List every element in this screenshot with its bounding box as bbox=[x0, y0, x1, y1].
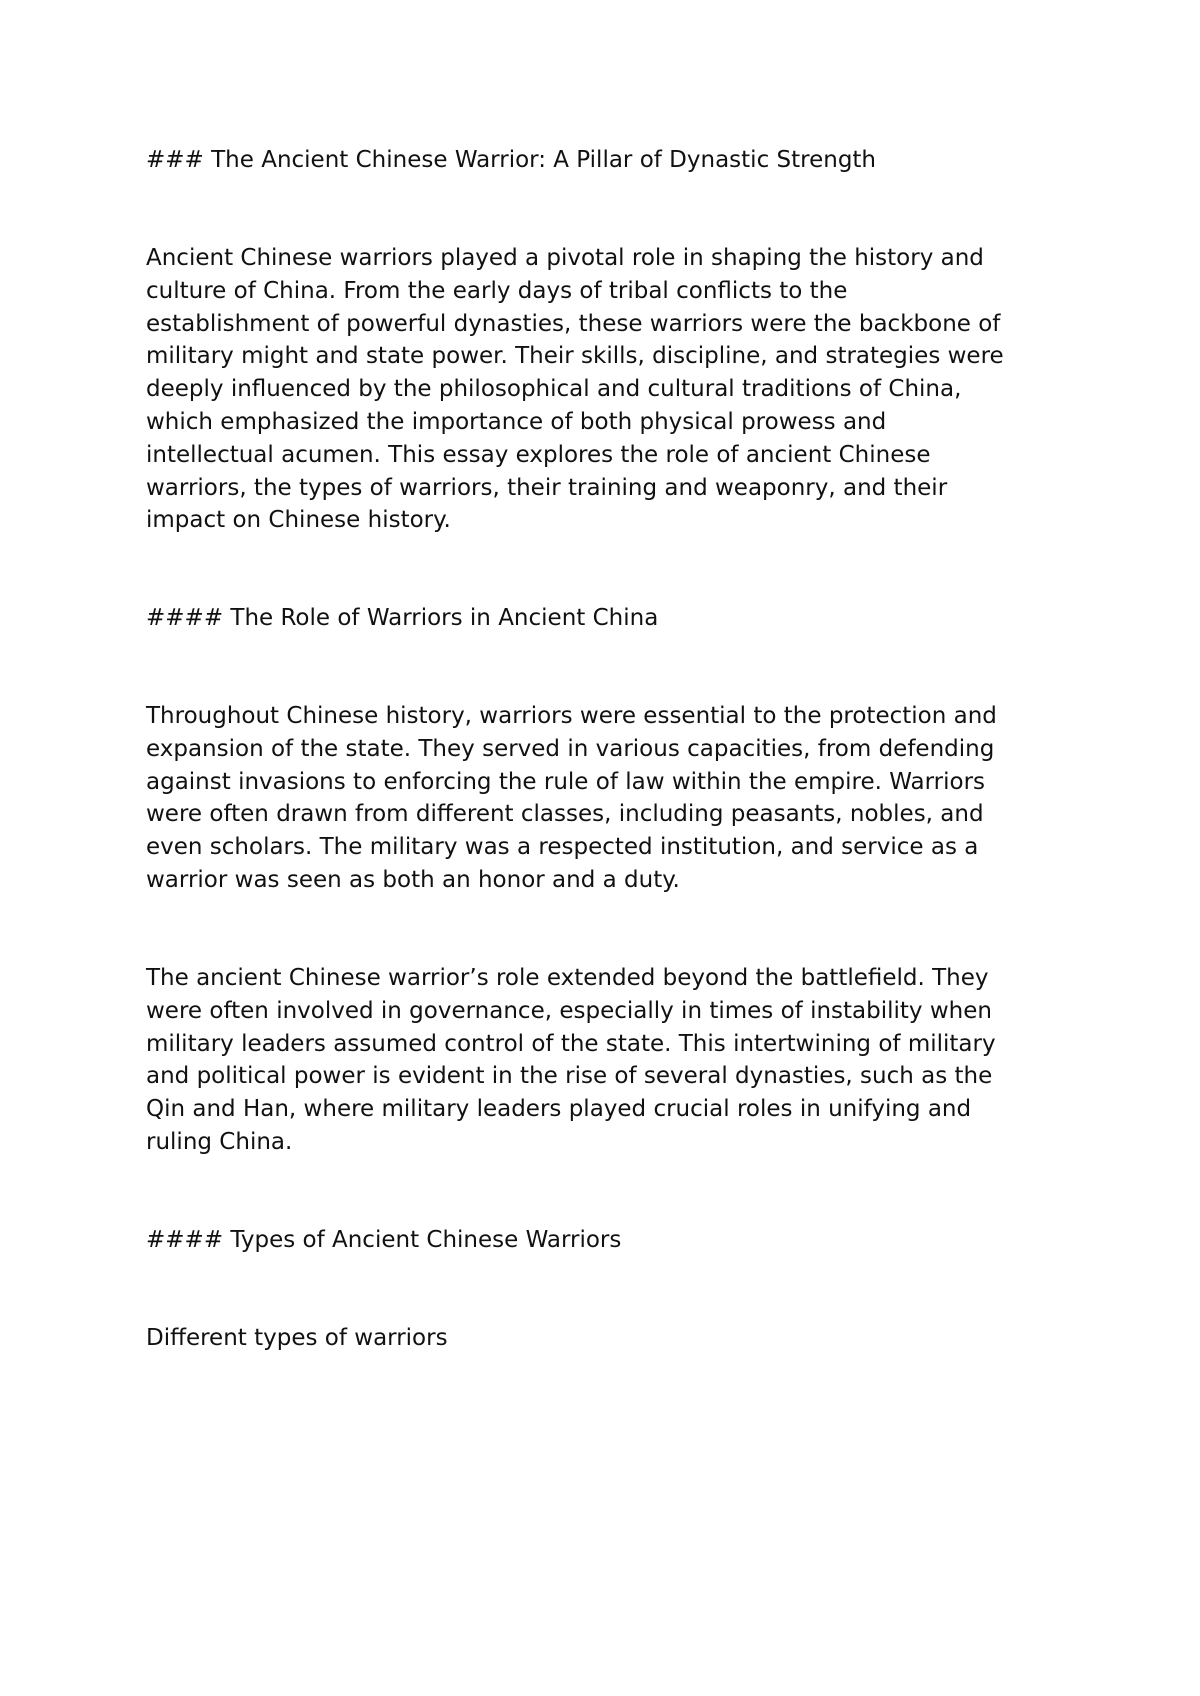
essay-title bbox=[146, 144, 1076, 177]
paragraph-line: warrior was seen as both an honor and a duty. bbox=[146, 866, 680, 893]
role-paragraph-1 bbox=[146, 700, 1076, 897]
paragraph-line: Throughout Chinese history, warriors were essential to the protection and bbox=[146, 703, 997, 729]
paragraph-line: ruling China. bbox=[146, 1128, 293, 1155]
paragraph-line: establishment of powerful dynasties, these warriors were the backbone of bbox=[146, 310, 1001, 337]
paragraph-line: Ancient Chinese warriors played a pivotal role in shaping the history and bbox=[146, 245, 984, 271]
role-paragraph-2 bbox=[146, 962, 1076, 1159]
paragraph-line: which emphasized the importance of both physical prowess and bbox=[146, 408, 887, 435]
paragraph-line: military might and state power. Their skills, discipline, and strategies were bbox=[146, 343, 1004, 370]
paragraph-line: military leaders assumed control of the state. This intertwining of military bbox=[146, 1030, 996, 1057]
paragraph-line: even scholars. The military was a respected institution, and service as a bbox=[146, 834, 979, 861]
types-paragraph bbox=[146, 1322, 1076, 1355]
essay-title-text: ### The Ancient Chinese Warrior: A Pillar of Dynastic Strength bbox=[146, 147, 877, 173]
paragraph-line: and political power is evident in the rise of several dynasties, such as the bbox=[146, 1063, 993, 1090]
section-heading-text: #### The Role of Warriors in Ancient China bbox=[146, 605, 659, 631]
paragraph-line: against invasions to enforcing the rule of law within the empire. Warriors bbox=[146, 768, 986, 795]
paragraph-line: deeply influenced by the philosophical and cultural traditions of China, bbox=[146, 376, 962, 403]
paragraph-line: expansion of the state. They served in various capacities, from defending bbox=[146, 735, 995, 762]
paragraph-line: were often drawn from different classes, including peasants, nobles, and bbox=[146, 801, 984, 828]
paragraph-line: Qin and Han, where military leaders played crucial roles in unifying and bbox=[146, 1096, 972, 1123]
paragraph-line: Different types of warriors bbox=[146, 1325, 448, 1351]
intro-paragraph bbox=[146, 242, 1076, 537]
paragraph-line: were often involved in governance, especially in times of instability when bbox=[146, 997, 992, 1024]
paragraph-line: intellectual acumen. This essay explores the role of ancient Chinese bbox=[146, 441, 931, 468]
paragraph-line: impact on Chinese history. bbox=[146, 507, 451, 534]
paragraph-line: culture of China. From the early days of tribal conflicts to the bbox=[146, 277, 848, 304]
section-heading-types bbox=[146, 1224, 1076, 1257]
section-heading-text: #### Types of Ancient Chinese Warriors bbox=[146, 1227, 622, 1253]
section-heading-role bbox=[146, 602, 1076, 635]
paragraph-line: warriors, the types of warriors, their training and weaponry, and their bbox=[146, 474, 948, 501]
paragraph-line: The ancient Chinese warrior’s role extended beyond the battlefield. They bbox=[146, 965, 989, 991]
